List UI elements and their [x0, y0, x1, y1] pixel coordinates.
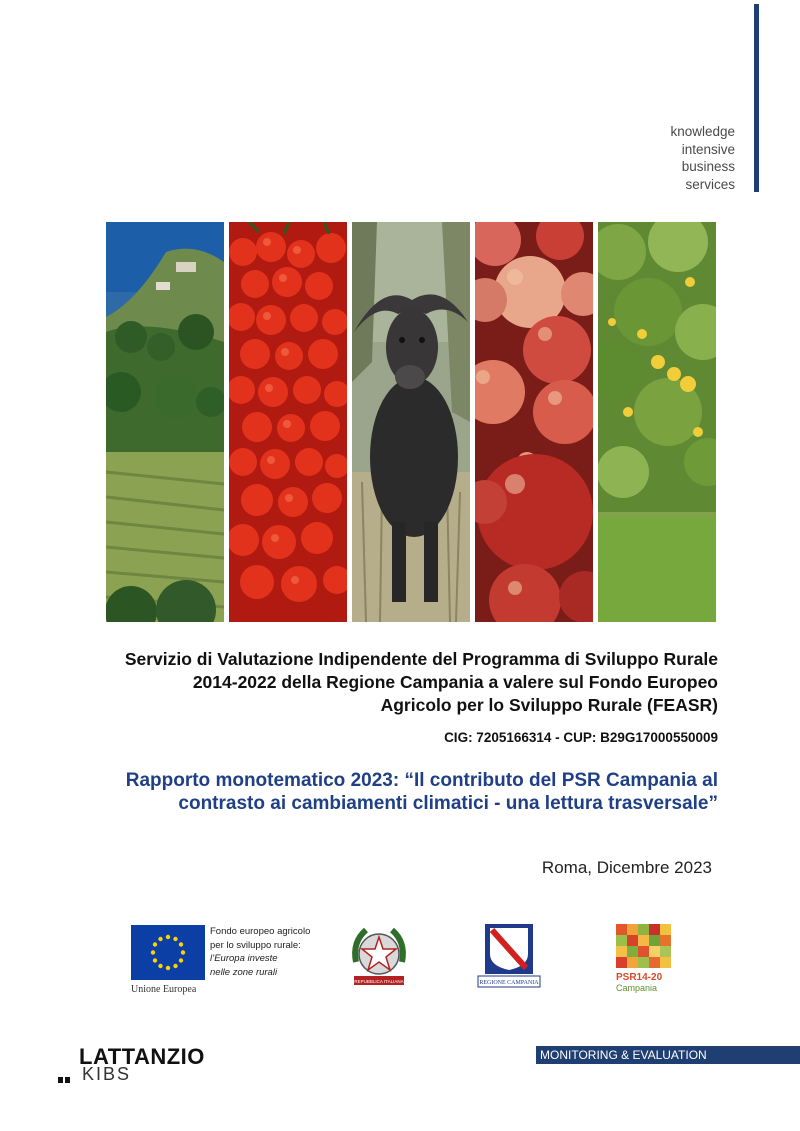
report-date: Roma, Dicembre 2023 — [541, 858, 712, 877]
photo-buffalo — [352, 222, 470, 622]
eu-flag-logo — [131, 925, 205, 980]
brand-accent-bar — [754, 4, 759, 192]
feasr-line: Fondo europeo agricolo — [210, 926, 311, 937]
monitoring-evaluation-bar: MONITORING & EVALUATION — [536, 1046, 800, 1064]
tagline-line: knowledge — [670, 124, 735, 139]
service-title: Servizio di Valutazione Indipendente del Programma di Sviluppo Rurale 2014-2022 della Regione Campania a valere sul Fondo Europeo Agricolo per lo Sviluppo Rurale (FEASR) — [124, 649, 718, 715]
tagline-line: services — [685, 176, 735, 192]
eu-stars-icon — [131, 925, 205, 980]
photo-coast-terraces — [106, 222, 224, 622]
psr-campania-logo — [614, 922, 676, 996]
company-name: LATTANZIO — [79, 1044, 205, 1069]
company-division: KIBS — [82, 1064, 132, 1084]
psr-label: PSR14-20 — [616, 972, 663, 983]
feasr-line: l’Europa investe — [210, 953, 278, 964]
italian-republic-emblem — [348, 922, 410, 992]
psr-sub-label: Campania — [616, 983, 658, 993]
feasr-line: nelle zone rurali — [210, 966, 278, 978]
photo-tomatoes — [229, 222, 347, 622]
tagline-line: business — [681, 159, 735, 174]
photo-lemon-grove — [598, 222, 716, 622]
regione-campania-logo — [476, 922, 542, 990]
cig-cup-codes: CIG: 7205166314 - CUP: B29G17000550009 — [444, 730, 718, 745]
feasr-description — [210, 925, 310, 979]
report-title: Rapporto monotematico 2023: “Il contributo del PSR Campania al contrasto ai cambiamenti climatici - una lettura trasversale” — [125, 770, 718, 814]
photo-apples — [475, 222, 593, 622]
kibs-dots-icon — [58, 1077, 76, 1083]
campania-label: REGIONE CAMPANIA — [479, 980, 539, 986]
feasr-line: per lo sviluppo rurale: — [210, 939, 301, 951]
italy-ribbon-text: REPUBBLICA ITALIANA — [354, 979, 404, 984]
tagline-line: intensive — [681, 141, 735, 157]
eu-caption: Unione Europea — [131, 984, 197, 995]
tagline — [670, 123, 735, 193]
